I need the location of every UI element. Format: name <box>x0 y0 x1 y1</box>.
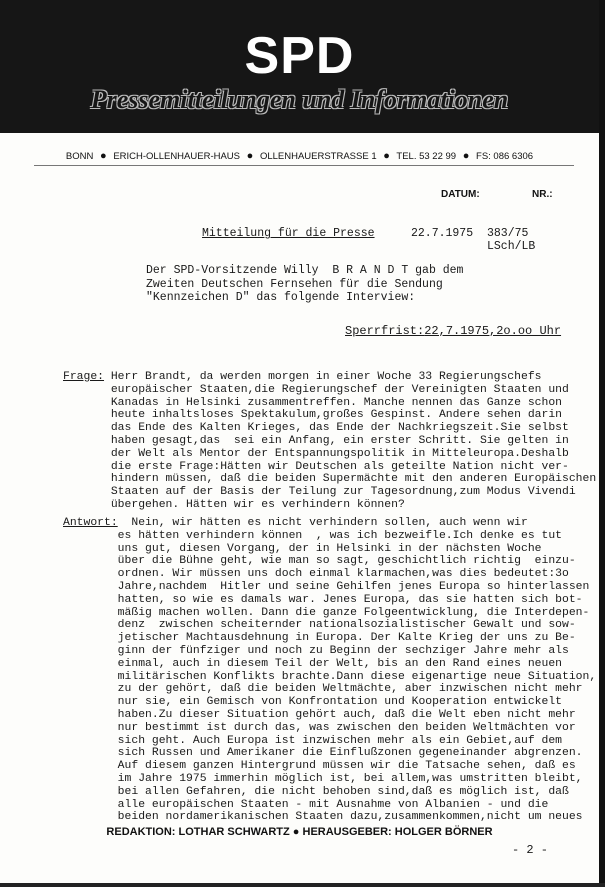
answer-line: im Jahre 1975 immerhin möglich ist, bei allem,was umstritten bleibt, <box>63 772 583 785</box>
bullet-icon: ● <box>100 150 107 162</box>
nr-label: NR.: <box>532 189 553 200</box>
answer-block <box>63 517 596 824</box>
question-line: Frage: Herr Brandt, da werden morgen in einer Woche 33 Regierungschefs <box>63 371 542 383</box>
sperrfrist-label: Sperrfrist: <box>345 324 425 338</box>
answer-line: sich Russen und Amerikaner die Einflußzonen gegeneinander abgrenzen. <box>63 747 583 760</box>
masthead <box>0 0 599 133</box>
answer-line: bei allen Gefahren, die nicht behoben sind,daß es möglich ist, daß <box>63 785 569 798</box>
question-line: übergehen. Hätten wir es verhindern können? <box>63 498 405 511</box>
address-fs: FS: 086 6306 <box>476 151 534 162</box>
answer-label: Antwort: <box>63 517 118 529</box>
scan-edge-bottom <box>0 883 605 887</box>
answer-line: denz zwischen scheiternder nationalsozialistischer Gewalt und sow- <box>63 619 576 632</box>
answer-line: ginn der fünfziger und noch zu Beginn der sechziger Jahre mehr als <box>63 644 569 657</box>
question-line: hindern müssen, daß die beiden Supermächte mit den anderen Europäischen <box>63 473 597 486</box>
answer-line: sich geht. Auch Europa ist inzwischen mehr als ein Gebiet,auf dem <box>63 734 562 747</box>
question-line: der Welt als Mentor der Entspannungspolitik in Mitteleuropa.Deshalb <box>63 447 569 460</box>
question-line: heute inhaltsloses Spektakulum,großes Gespinst. Andere sehen darin <box>63 409 562 422</box>
answer-line: es hätten verhindern können , was ich bezweifle.Ich denke es tut <box>63 529 562 542</box>
address-divider <box>34 165 574 166</box>
bullet-icon: ● <box>246 150 254 162</box>
answer-line: uns gut, diesen Vorgang, der in Helsinki in der nächsten Woche <box>63 542 542 555</box>
intro-line: Der SPD-Vorsitzende Willy B R A N D T gab dem <box>146 264 464 277</box>
answer-line: zu der gehört, daß die beiden Weltmächte, aber inzwischen nicht mehr <box>63 683 583 696</box>
answer-line: hatten, so wie es damals war. Jenes Europa, das sie hatten sich bot- <box>63 593 583 606</box>
question-line: haben gesagt,das sei ein Anfang, ein erster Schritt. Sie gelten in <box>63 434 569 447</box>
address-tel: TEL. 53 22 99 <box>396 151 457 162</box>
sperrfrist <box>345 324 561 338</box>
sperrfrist-value: 22,7.1975,2o.oo Uhr <box>424 324 562 338</box>
answer-line: beiden nordamerikanischen Staaten dazu,zusammenkommen,nicht um neues <box>63 811 583 824</box>
masthead-subtitle: Pressemitteilungen und Informationen <box>90 85 509 114</box>
question-line: das Ende des Kalten Krieges, das Ende der Nachkriegszeit.Sie selbst <box>63 422 569 435</box>
address-house: ERICH-OLLENHAUER-HAUS <box>113 151 240 162</box>
release-date: 22.7.1975 <box>411 227 474 240</box>
release-number: 383/75 <box>487 227 529 240</box>
release-title: Mitteilung für die Presse <box>202 227 375 240</box>
answer-line: jetischer Machtausdehnung in Europa. Der Kalte Krieg der uns zu Be- <box>63 632 576 645</box>
answer-line: Jahre,nachdem Hitler und seine Gehilfen jenes Europa so hinterlassen <box>63 580 590 593</box>
bullet-icon: ● <box>462 150 470 162</box>
release-intro <box>146 264 463 305</box>
question-line: Kanadas in Helsinki zusammentreffen. Manche nennen das Ganze schon <box>63 396 562 409</box>
page-number: - 2 - <box>512 843 549 857</box>
question-line: Staaten auf der Basis der Teilung zur Tagesordnung,zum Modus Vivendi <box>63 486 576 499</box>
answer-line: einmal, auch in diesem Teil der Welt, bis an den Rand eines neuen <box>63 657 562 670</box>
bullet-icon: ● <box>383 150 390 162</box>
question-label: Frage: <box>63 371 105 383</box>
intro-line: Zweiten Deutschen Fernsehen für die Sendung <box>146 277 443 291</box>
address-city: BONN <box>65 151 94 162</box>
answer-line: nur bestimmt ist durch das, was zwischen den beiden Weltmächten vor <box>63 721 576 734</box>
answer-line: nur sie, ein Gemisch von Konfrontation und Kooperation entwickelt <box>63 696 562 709</box>
spd-logo: SPD <box>244 27 355 85</box>
question-line: europäischer Staaten,die Regierungschef der Vereinigten Staaten und <box>63 383 569 396</box>
answer-line: haben.Zu dieser Situation gehört auch, daß die Welt eben nicht mehr <box>63 708 576 721</box>
datum-label: DATUM: <box>441 189 480 200</box>
answer-line: Auf diesem ganzen Hintergrund müssen wir die Tatsache sehen, daß es <box>63 760 576 773</box>
question-line: die erste Frage:Hätten wir Deutschen als geteilte Nation nicht ver- <box>63 460 569 473</box>
answer-line: militärischen Konflikts brachte.Dann diese eigenartige neue Situation, <box>63 670 597 683</box>
release-initials: LSch/LB <box>487 240 536 253</box>
question-block <box>63 371 596 512</box>
answer-line: mäßig machen wollen. Dann die ganze Folgeentwicklung, die Interdepen- <box>63 606 590 619</box>
scan-edge-right <box>599 0 605 887</box>
answer-line: ordnen. Wir müssen uns doch einmal klarmachen,was dies bedeutet:3o <box>63 568 569 581</box>
intro-line: "Kennzeichen D" das folgende Interview: <box>146 291 416 304</box>
answer-line: alle europäischen Staaten - mit Ausnahme von Albanien - und die <box>63 798 549 811</box>
address-street: OLLENHAUERSTRASSE 1 <box>259 151 377 162</box>
answer-line: Antwort: Nein, wir hätten es nicht verhindern sollen, auch wenn wir <box>63 517 528 529</box>
answer-line: über die Bühne geht, wie man so sagt, geschichtlich richtig einzu- <box>63 555 576 568</box>
address-line <box>0 150 599 162</box>
footer-editorial: REDAKTION: LOTHAR SCHWARTZ ● HERAUSGEBER: HOLGER BÖRNER <box>106 826 493 838</box>
